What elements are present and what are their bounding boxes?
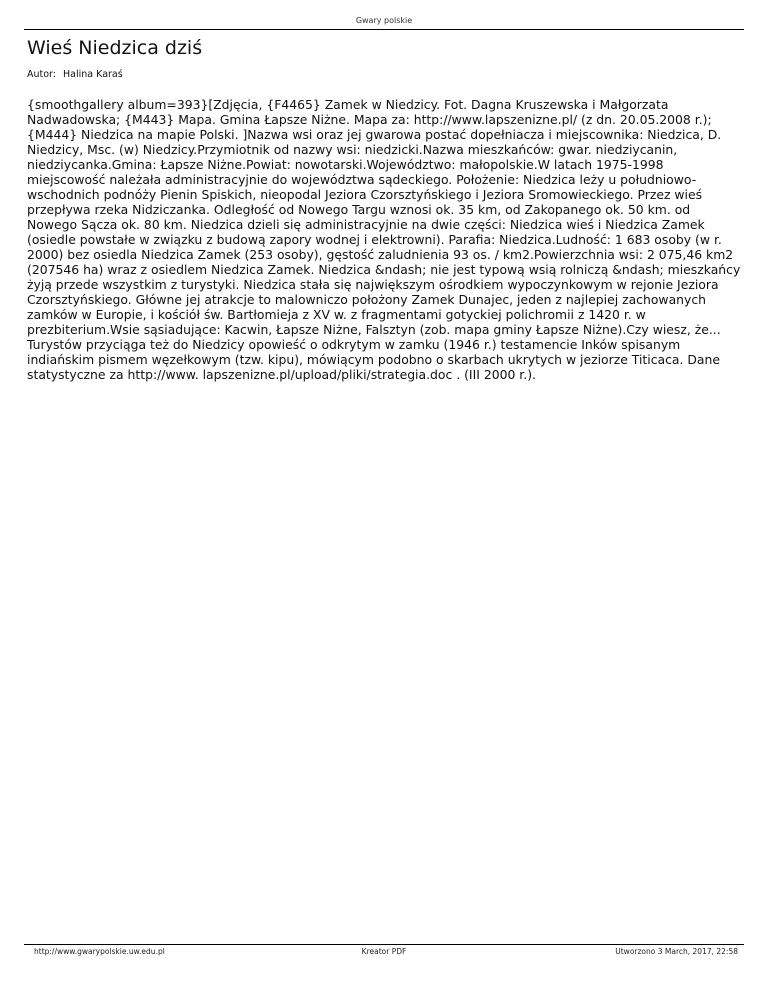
footer-url: http://www.gwarypolskie.uw.edu.pl — [34, 947, 165, 956]
article-body: {smoothgallery album=393}[Zdjęcia, {F4465} Zamek w Niedzicy. Fot. Dagna Kruszewska i Małgorzata Nadwadowska; {M443} Mapa. Gmina Łapsze Niżne. Mapa za: http://www.lapszenizne.pl/ (z dn. 20.05.2008 r.); {M444} Niedzica na mapie Polski. ]Nazwa wsi oraz jej gwarowa postać dopełniacza i miejscownika: Niedzica, D. Niedzicy, Msc. (w) Niedzicy.Przymiotnik od nazwy wsi: niedzicki.Nazwa mieszkańców: gwar. niedziycanin, niedziycanka.Gmina: Łapsze Niżne.Powiat: nowotarski.Województwo: małopolskie.W latach 1975-1998 miejscowość należała administracyjnie do województwa sądeckiego. Położenie: Niedzica leży u południowo-wschodnich podnóży Pienin Spiskich, nieopodal Jeziora Czorsztyńskiego i Jeziora Sromowieckiego. Przez wieś przepływa rzeka Nidziczanka. Odległość od Nowego Targu wznosi ok. 35 km, od Zakopanego ok. 50 km. od Nowego Sącza ok. 80 km. Niedzica dzieli się administracyjnie na dwie części: Niedzica wieś i Niedzica Zamek (osiedle powstałe w związku z budową zapory wodnej i elektrowni). Parafia: Niedzica.Ludność: 1 683 osoby (w r. 2000) bez osiedla Niedzica Zamek (253 osoby), gęstość zaludnienia 93 os. / km2.Powierzchnia wsi: 2 075,46 km2 (207546 ha) wraz z osiedlem Niedzica Zamek. Niedzica &ndash; nie jest typową wsią rolniczą &ndash; mieszkańcy żyją przede wszystkim z turystyki. Niedzica stała się największym ośrodkiem wypoczynkowym w rejonie Jeziora Czorsztyńskiego. Główne jej atrakcje to malowniczo położony Zamek Dunajec, jeden z najlepiej zachowanych zamków w Europie, i kościół św. Bartłomieja z XV w. z fragmentami gotyckiej polichromii z 1420 r. w prezbiterium.Wsie sąsiadujące: Kacwin, Łapsze Niżne, Falsztyn (zob. mapa gminy Łapsze Niżne).Czy wiesz, że... Turystów przyciąga też do Niedzicy opowieść o odkrytym w zamku (1946 r.) testamencie Inków spisanym indiańskim pismem węzełkowym (tzw. kipu), mówiącym podobno o skarbach ukrytych w jeziorze Titicaca. Dane statystyczne za http://www. lapszenizne.pl/upload/pliki/strategia.doc . (III 2000 r.). — [27, 97, 741, 382]
page-footer — [24, 944, 744, 959]
site-title: Gwary polskie — [355, 16, 413, 25]
author-label: Autor: — [27, 69, 56, 80]
page-header — [24, 15, 744, 30]
author-line — [27, 68, 123, 81]
author-name: Halina Karaś — [63, 69, 123, 80]
footer-generator: Kreator PDF — [361, 947, 407, 956]
article-title: Wieś Niedzica dziś — [27, 37, 203, 59]
footer-created-date: Utworzono 3 March, 2017, 22:58 — [615, 947, 738, 956]
